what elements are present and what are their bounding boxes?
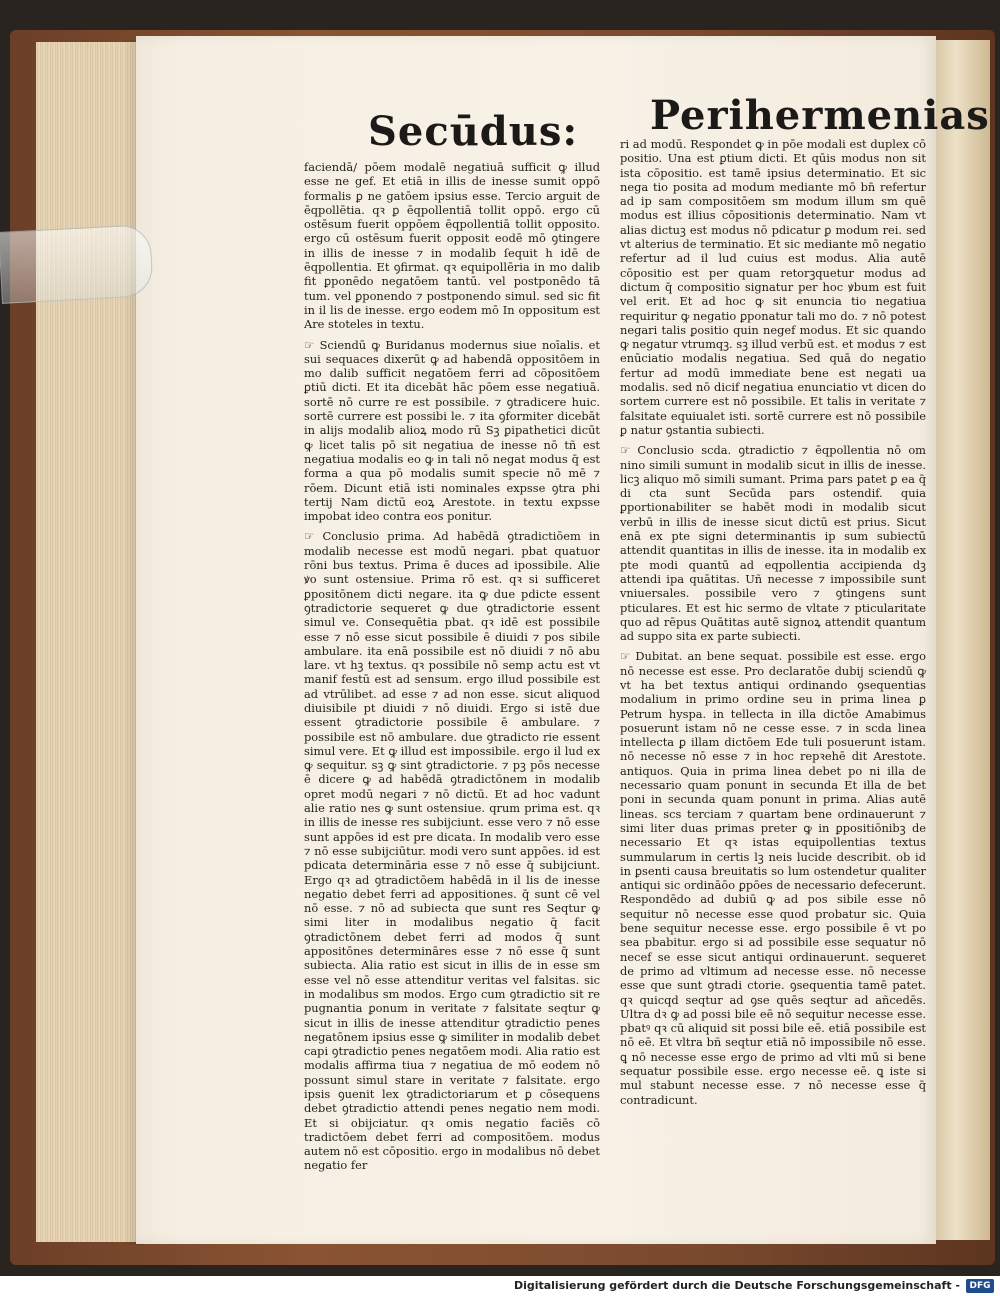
running-head-left: Secūdus: — [368, 108, 579, 155]
text-column-left — [304, 160, 600, 1173]
paragraph: faciendā/ pōem modalē negatiuā sufficit ꝙ illud esse ne gef. Et etiā in illis de inesse sumit oppō formalis ꝑ ne gatōem ipsius esse. Tercio arguit de ēqpollētia. qꝛ ꝑ ēqpollentiā tollit oppō. ergo cū ostēsum fuerit oppōem ēqpollentiā tollit opposito. ergo cū ostēsum fuerit opposit eodē mō ꝯtingere in illis de inesse ⁊ in modalib ſequit h idē de ēqpollentia. Et ꝯfirmat. qꝛ equipollēria in mo dalib fit ꝑponēdo negatōem tantū. vel postponēdo tā tum. vel ꝑponendo ⁊ postponendo simul. sed sic fit in il lis de inesse. ergo eodem mō In oppositum est Are stoteles in textu. — [304, 160, 600, 332]
text-column-right — [620, 137, 926, 1107]
paragraph: ☞ Dubitat. an bene sequat. possibile est esse. ergo nō necesse est esse. Pro declaratōe dubij sciendū ꝙ vt ha bet textus antiqui ordinando ꝯsequentias modalium in primo ordine seu in prima linea ꝑ Petrum hyspa. in tellecta in illa dictōe Amabimus posuerunt istam nō ne cesse esse. ⁊ in scda linea intellecta ꝑ illam dictōem Ede tuli posuerunt istam. nō necesse nō esse ⁊ in hoc repꝛehē dit Arestote. antiquos. Quia in prima linea debet po ni illa de necessario quam ponunt in secunda Et illa de bet poni in secunda quam ponunt in prima. Alias autē lineas. scs terciam ⁊ quartam bene ordinauerunt ⁊ simi liter duas primas preter ꝙ in ꝑpositiōnibꝫ de necessario Et qꝛ istas equipollentias textus summularum in certis lꝫ neis lucide describit. ob id in ꝑsenti causa breuitatis so lum ostendetur qualiter antiqui sic ordināōo ꝑpōes de necessario defecerunt. Respondēdo ad dubiū ꝙ ad pos sibile esse nō sequitur nō necesse esse quod probatur sic. Quia bene sequitur necesse esse. ergo possibile ē vt po sea pbabitur. ergo si ad possibile esse sequatur nō necef se esse sicut antiqui ordinauerunt. sequeret de primo ad vltimum ad necesse esse. nō necesse esse que sunt ꝯtradi ctorie. ꝯsequentia tamē patet. qꝛ quicqd seqtur ad ꝯse quēs seqtur ad añcedēs. Ultra dꝛ ꝙ ad possi bile eē nō sequitur necesse esse. pbatꝰ qꝛ cū aliquid sit possi bile eē. etiā possibile est nō eē. Et vltra bñ seqtur etiā nō impossibile nō esse. ꝗ nō necesse esse ergo de primo ad vlti mū si bene sequatur possibile esse. ergo necesse eē. ꝗ iste si mul stabunt necesse esse. ⁊ nō necesse esse q̄ contradicunt. — [620, 649, 926, 1107]
paragraph: ☞ Conclusio prima. Ad habēdā ꝯtradictiōem in modalib necesse est modū negari. pbat quatuor rōni bus textus. Prima ē duces ad ipossibile. Alie ꝟo sunt ostensiue. Prima rō est. qꝛ si sufficeret ꝑpositōnem dicti negare. ita ꝙ due pdicte essent ꝯtradictorie sequeret ꝙ due ꝯtradictorie essent simul ve. Consequētia pbat. qꝛ idē est possibile esse ⁊ nō esse sicut possibile ē diuidi ⁊ pos sibile ambulare. ita enā possibile est nō diuidi ⁊ nō abu lare. vt hꝫ textus. qꝛ possibile nō semp actu est vt manif festū est ad sensum. ergo illud possibile est ad vtrūlibet. ad esse ⁊ ad non esse. sicut aliquod diuisibile pt diuidi ⁊ nō diuidi. Ergo si istē due essent ꝯtradictorie possibile ē ambulare. ⁊ possibile est nō ambulare. due ꝯtradicto rie essent simul vere. Et ꝙ illud est impossibile. ergo il lud ex ꝙ sequitur. sꝫ ꝙ sint ꝯtradictorie. ⁊ pꝫ pōs necesse ē dicere ꝙ ad habēdā ꝯtradictōnem in modalib opret modū negari ⁊ nō dictū. Et ad hoc vadunt alie ratio nes ꝙ sunt ostensiue. qrum prima est. qꝛ in illis de inesse res subijciunt. esse vero ⁊ nō esse sunt appōes id est pre dicata. In modalib vero esse ⁊ nō esse subijciūtur. modi vero sunt appōes. id est pdicata determināria esse ⁊ nō esse q̄ subijciunt. Ergo qꝛ ad ꝯtradictōem habēdā in il lis de inesse negatio debet ferri ad appositiones. q̄ sunt cē vel nō esse. ⁊ nō ad subiecta que sunt res Seqtur ꝙ simi liter in modalibus negatio q̄ facit ꝯtradictōnem debet ferri ad modos q̄ sunt appositōnes determināres esse ⁊ nō esse q̄ sunt subiecta. Alia ratio est sicut in illis de in esse sm esse vel nō esse attenditur veritas vel falsitas. sic in modalibus sm modos. Ergo cum ꝯtradictio sit re pugnantia ꝑonum in veritate ⁊ falsitate seqtur ꝙ sicut in illis de inesse attenditur ꝯtradictio penes negatōnem ipsius esse ꝙ similiter in modalib debet capi ꝯtradictio penes negatōem modi. Alia ratio est modalis affirma tiua ⁊ negatiua de mō eodem nō possunt simul stare in veritate ⁊ falsitate. ergo ipsis ꝯuenit lex ꝯtradictoriarum et ꝑ cōsequens debet ꝯtradictio attendi penes negatio nem modi. Et si obijciatur. qꝛ omis negatio faciēs cō tradictōem debet ferri ad compositōem. modus autem nō est cōpositio. ergo in modalibus nō debet negatio fer — [304, 529, 600, 1172]
right-page-edges — [934, 40, 990, 1240]
paragraph: ☞ Sciendū ꝙ Buridanus modernus siue noīalis. et sui sequaces dixerūt ꝙ ad habendā oppositōem in mo dalib sufficit negatōem ferri ad cōpositōem ꝑtiū dicti. Et ita dicebāt hāc pōem esse negatiuā. sortē nō curre re est possibile. ⁊ ꝯtradicere huic. sortē currere est possibi le. ⁊ ita ꝯformiter dicebāt in alijs modalib alioꝝ modo rū Sꝫ ꝑipathetici dicūt ꝙ licet talis pō sit negatiua de inesse nō tñ est negatiua modalis eo ꝙ in tali nō negat modus q̄ est forma a qua pō modalis sumit specie nō mē ⁊ rōem. Dicunt etiā isti nominales expsse ꝯtra phi tertij Nam dictū eoꝝ Arestote. in textu expsse impobat ideo contra eos ponitur. — [304, 338, 600, 524]
funding-credit: Digitalisierung gefördert durch die Deutsche Forschungsgemeinschaft - — [513, 1279, 960, 1292]
running-head-right: Perihermenias — [650, 92, 990, 139]
dfg-logo-icon: DFG — [966, 1279, 994, 1293]
footer-bar — [0, 1276, 1000, 1296]
page-edges — [36, 42, 137, 1242]
bookmark-strip — [0, 224, 154, 304]
paragraph: ☞ Conclusio scda. ꝯtradictio ⁊ ēqpollentia nō om nino simili sumunt in modalib sicut in illis de inesse. licꝫ aliquo mō simili sumant. Prima pars patet ꝑ ea q̄ di cta sunt Secūda pars ostendif. quia ꝑportionabiliter se habēt modi in modalib sicut verbū in illis de inesse sicut dictū est prius. Sicut enā ex pte signi determinantis ip sum subiectū attendit quantitas in illis de inesse. ita in modalib ex pte modi quantū ad eqpollentia accipienda dꝫ attendi ipa quātitas. Uñ necesse ⁊ impossibile sunt vniuersales. possibile vero ⁊ ꝯtingens sunt pticulares. Et est hic sermo de vltate ⁊ pticularitate quo ad rēpus Quātitas autē signoꝝ attendit quantum ad suppo sita ex parte subiecti. — [620, 443, 926, 643]
paragraph: ri ad modū. Respondet ꝙ in pōe modali est duplex cō positio. Una est ꝑtium dicti. Et qūis modus non sit ista cōpositio. est tamē ipsius determinatio. Et sic nega tio posita ad modum mediante mō bn̄ refertur ad ip sam compositōem sm modum illum sm quē modus est illius cōpositionis determinatio. Nam vt alias dictuꝫ est modus nō pdicatur ꝑ modum rei. sed vt alterius de terminatio. Et sic mediante mō negatio refertur ad il lud cuius est modus. Alia autē cōpositio est per quam retorꝫquetur modus ad dictum q̄ compositio signatur per hoc ꝟbum est fuit vel erit. Et ad hoc ꝙ sit enuncia tio negatiua requiritur ꝙ negatio ꝑponatur tali mo do. ⁊ nō potest negari talis ꝑositio quin negef modus. Et sic quando ꝙ negatur vtrumqꝫ. sꝫ illud verbū est. et modus ⁊ est enūciatio modalis negatiua. Sed quā do negatio fertur ad modū immediate bene est negati ua modalis. sed nō dicif negatiua enunciatio vt dicen do sortem currere est nō possibile. Et talis in veritate ⁊ falsitate equiualet isti. sortē currere est nō possibile ꝑ natur ꝯstantia subiecti. — [620, 137, 926, 437]
